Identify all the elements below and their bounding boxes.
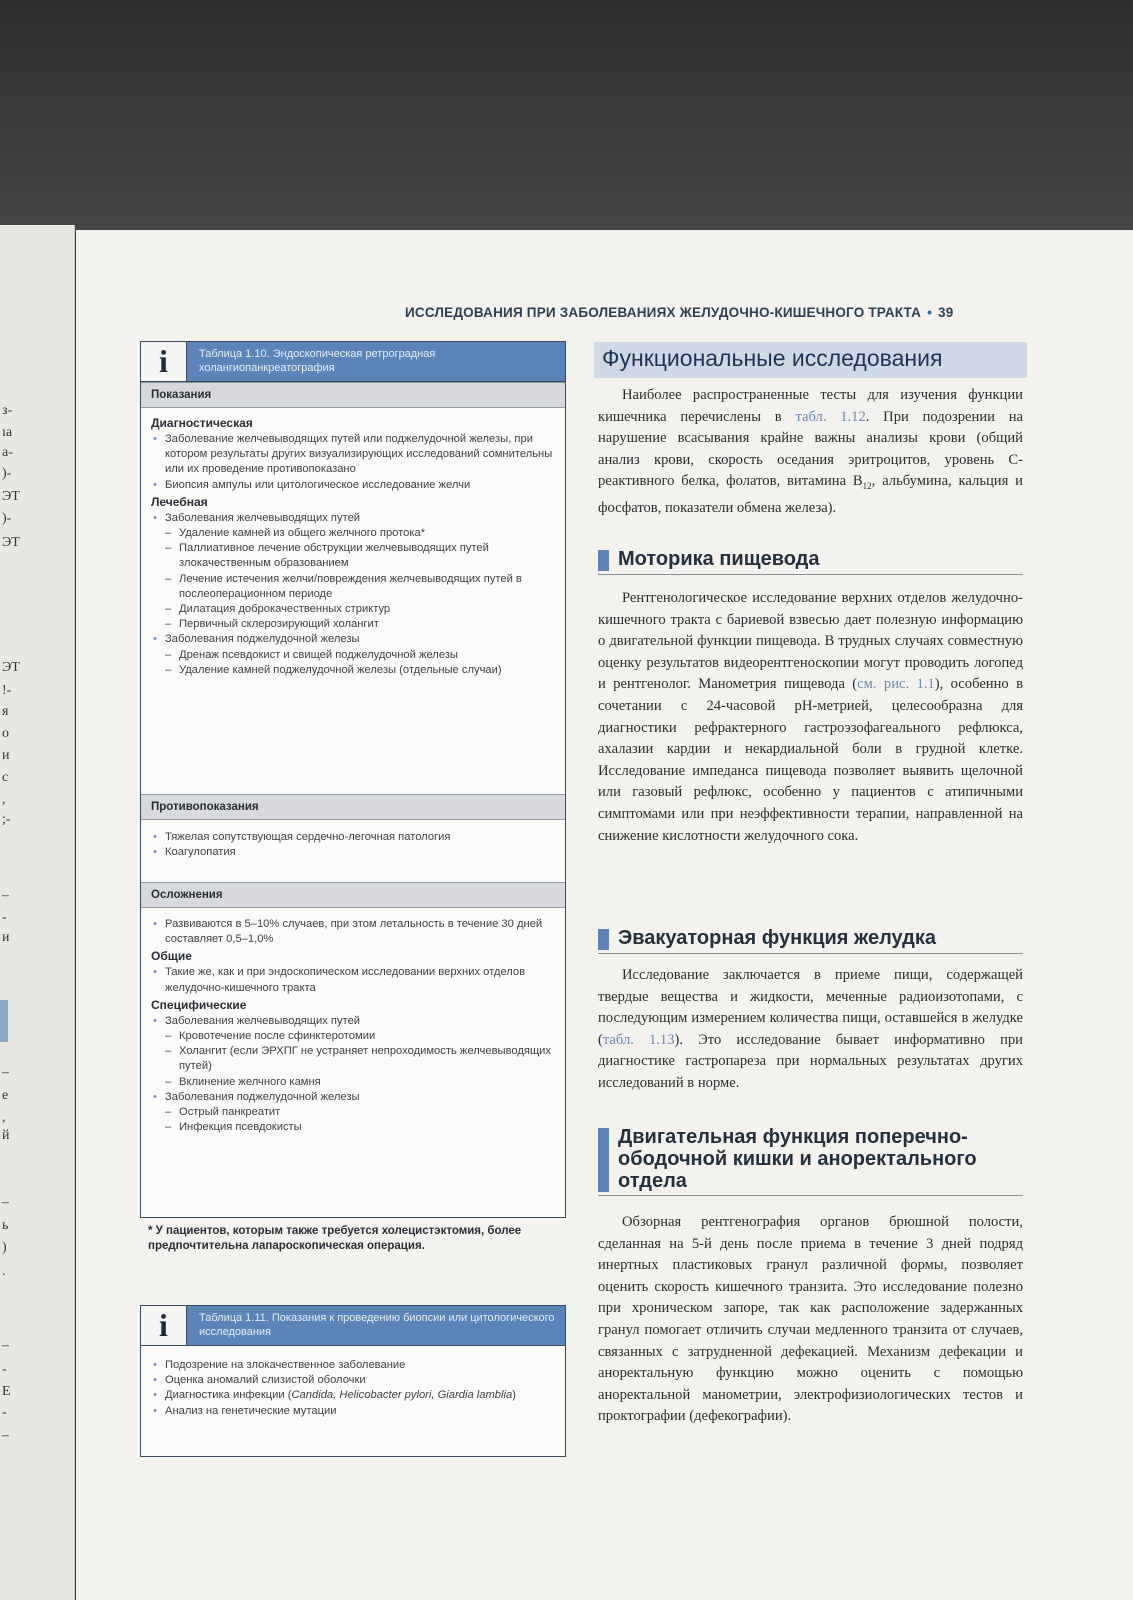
- sub-list-item: – Дилатация доброкачественных стриктур: [151, 602, 555, 617]
- left-page-char: –: [2, 1065, 9, 1080]
- left-page-char: ЭТ: [2, 489, 20, 504]
- page-number: 39: [938, 305, 954, 320]
- left-page-char: )-: [2, 511, 12, 526]
- table-title: Таблица 1.10. Эндоскопическая ретроградная холангиопанкреатография: [199, 348, 436, 374]
- table-reference-link[interactable]: табл. 1.13: [602, 1031, 675, 1048]
- table-header: [141, 1306, 565, 1346]
- figure-reference-link[interactable]: см. рис. 1.1: [857, 676, 935, 693]
- list-item: • Биопсия ампулы или цитологическое исследование желчи: [151, 478, 555, 493]
- subheading-gastric-emptying: Эвакуаторная функция желудка: [598, 927, 1023, 954]
- subheading-colonic-anorectal: Двигательная функция поперечно-ободочной кишки и аноректального отдела: [598, 1126, 1023, 1196]
- sub-list-item: – Дренаж псевдокист и свищей поджелудочной железы: [151, 648, 555, 663]
- left-page-char: -: [2, 1405, 7, 1420]
- left-page-char: ,: [2, 1110, 6, 1125]
- running-head-title: ИССЛЕДОВАНИЯ ПРИ ЗАБОЛЕВАНИЯХ ЖЕЛУДОЧНО-КИШЕЧНОГО ТРАКТА: [405, 305, 922, 320]
- paragraph: Рентгенологическое исследование верхних отделов желудочно-кишечного тракта с бариевой взвесью дает полезную информацию о двигательной функции пищевода. В трудных случаях совместную оценку результатов видеорентгеноскопии могут проводить логопед и рентгенолог. Манометрия пищевода (см. рис. 1.1), особенно в сочетании с 24-часовой pH-метрией, целесообразна для диагностики рефрактерного гастроэзофагеального рефлюкса, ахалазии кардии и некардиальной боли в грудной клетке. Исследование импеданса пищевода позволяет выявить щелочной или газовый рефлюкс, особенно у пациентов с атипичными симптомами или при неэффективности терапии, направленной на снижение кислотности желудочного сока.: [598, 590, 1023, 844]
- left-page-char: й: [2, 1128, 10, 1143]
- table-body: [141, 1346, 565, 1425]
- sub-list-item: – Вклинение желчного камня: [151, 1075, 555, 1090]
- left-page-char: и: [2, 930, 10, 945]
- left-page-char: ıа: [2, 425, 13, 440]
- left-page-char: Е: [2, 1384, 11, 1399]
- subheading-specific: Специфические: [151, 997, 247, 1012]
- subheading-therapeutic: Лечебная: [151, 494, 208, 509]
- sub-list-item: – Первичный склерозирующий холангит: [151, 617, 555, 632]
- heading-accent-bar: [598, 929, 609, 950]
- left-page-char: с: [2, 770, 9, 785]
- list-item: • Подозрение на злокачественное заболевание: [151, 1358, 555, 1373]
- left-page-char: ЭТ: [2, 535, 20, 550]
- running-head-dot: •: [927, 305, 933, 320]
- left-page-char: -: [2, 910, 7, 925]
- sub-list-item: – Удаление камней поджелудочной железы (отдельные случаи): [151, 663, 555, 678]
- heading-accent-bar: [598, 550, 609, 571]
- subheading-general: Общие: [151, 949, 192, 964]
- subheading-diagnostic: Диагностическая: [151, 416, 253, 430]
- left-page-char: и: [2, 748, 10, 763]
- sub-list-item: – Инфекция псевдокисты: [151, 1120, 555, 1135]
- table-title: Таблица 1.11. Показания к проведению биопсии или цитологического исследования: [199, 1312, 555, 1338]
- list-item: • Коагулопатия: [151, 845, 555, 860]
- list-item: • Заболевания желчевыводящих путей: [151, 1014, 555, 1029]
- table-1-10: [140, 341, 566, 1218]
- sub-list-item: – Удаление камней из общего желчного протока*: [151, 526, 555, 541]
- heading-accent-bar: [598, 1128, 609, 1192]
- sub-list-item: – Холангит (если ЭРХПГ не устраняет непроходимость желчевыводящих путей): [151, 1044, 555, 1074]
- left-page-char: –: [2, 1338, 9, 1353]
- info-icon: i: [141, 342, 187, 381]
- subheading-esophageal-motility: Моторика пищевода: [598, 548, 1023, 575]
- section-indications: [141, 408, 565, 794]
- paragraph: Обзорная рентгенография органов брюшной полости, сделанная на 5-й день после приема в течение 3 дней подряд инертных пластиковых гранул различной формы, позволяет оценить скорость кишечного транзита. Это исследование полезно при хроническом запоре, так как расположение задержанных гранул помогает отличить случаи медленного транзита от случаев, связанных с затрудненной дефекацией. Механизм дефекации и аноректальную функцию можно оценить с помощью аноректальной манометрии, электрофизиологических тестов и проктографии (дефекографии).: [598, 1214, 1023, 1425]
- section-complications-header: Осложнения: [141, 882, 565, 908]
- section-indications-header: Показания: [141, 382, 565, 408]
- list-item: • Заболевания поджелудочной железы: [151, 1090, 555, 1105]
- left-page-char: я: [2, 704, 9, 719]
- left-page-char: .: [2, 1264, 6, 1279]
- section-contraindications: [141, 820, 565, 882]
- running-head: [405, 305, 1045, 320]
- paragraph: Наиболее распространенные тесты для изучения функции кишечника перечислены в табл. 1.12. При подозрении на нарушение всасывания крайне важны анализы крови (общий анализ крови, скорость оседания эритроцитов, уровень С-реактивного белка, фолатов, витамина $B_{12}$, альбумина, кальция и фосфатов, показатели обмена железа).: [598, 387, 1023, 516]
- left-page-char: з-: [2, 403, 13, 418]
- left-page-char: е: [2, 1088, 9, 1103]
- scan-dark-background: [0, 0, 1133, 235]
- list-item: • Заболевание желчевыводящих путей или поджелудочной железы, при котором результаты других визуализирующих исследований сомнительны или их проведение противопоказано: [151, 432, 555, 478]
- left-page-char: –: [2, 1195, 9, 1210]
- left-page-char: !-: [2, 683, 12, 698]
- left-page-char: ь: [2, 1218, 9, 1233]
- list-item: • Тяжелая сопутствующая сердечно-легочная патология: [151, 830, 555, 845]
- sub-list-item: – Острый панкреатит: [151, 1105, 555, 1120]
- left-page-char: ЭТ: [2, 660, 20, 675]
- info-icon: i: [141, 1306, 187, 1345]
- list-item: • Такие же, как и при эндоскопическом исследовании верхних отделов желудочно-кишечного тракта: [151, 965, 555, 995]
- sub-list-item: – Кровотечение после сфинктеротомии: [151, 1029, 555, 1044]
- left-page-char: ,: [2, 792, 6, 807]
- left-page-char: )-: [2, 466, 12, 481]
- sub-list-item: – Лечение истечения желчи/повреждения желчевыводящих путей в послеоперационном периоде: [151, 572, 555, 602]
- list-item: • Развиваются в 5–10% случаев, при этом летальность в течение 30 дней составляет 0,5–1,0%: [151, 917, 555, 947]
- section-heading-functional: Функциональные исследования: [594, 342, 1027, 378]
- table-reference-link[interactable]: табл. 1.12: [795, 408, 866, 425]
- left-page-char: ;-: [2, 812, 11, 827]
- list-item: • Анализ на генетические мутации: [151, 1404, 555, 1419]
- left-page-char: –: [2, 888, 9, 903]
- list-item: • Диагностика инфекции (Candida, Helicobacter pylori, Giardia lamblia): [151, 1388, 555, 1403]
- table-footnote: * У пациентов, которым также требуется холецистэктомия, более предпочтительна лапароскопическая операция.: [148, 1225, 522, 1252]
- left-page-accent-bar: [0, 1000, 8, 1042]
- section-contraindications-header: Противопоказания: [141, 794, 565, 820]
- left-page-char: –: [2, 1428, 9, 1443]
- list-item: • Оценка аномалий слизистой оболочки: [151, 1373, 555, 1388]
- left-page-char: а-: [2, 445, 13, 460]
- table-header: [141, 342, 565, 382]
- sub-list-item: – Паллиативное лечение обструкции желчевыводящих путей злокачественным образованием: [151, 541, 555, 571]
- table-1-11: [140, 1305, 566, 1457]
- list-item: • Заболевания желчевыводящих путей: [151, 511, 555, 526]
- italic-organisms: Candida, Helicobacter pylori, Giardia lamblia: [291, 1389, 513, 1402]
- left-page-char: ): [2, 1240, 7, 1255]
- section-complications: [141, 908, 565, 1141]
- left-page-char: о: [2, 726, 9, 741]
- left-page-char: -: [2, 1362, 7, 1377]
- paragraph: Исследование заключается в приеме пищи, содержащей твердые вещества и жидкости, меченные радиоизотопами, с последующим измерением количества пищи, оставшейся в желудке (табл. 1.13). Это исследование бывает информативно при диагностике гастропареза при нормальных результатах других исследований в норме.: [598, 967, 1023, 1091]
- list-item: • Заболевания поджелудочной железы: [151, 632, 555, 647]
